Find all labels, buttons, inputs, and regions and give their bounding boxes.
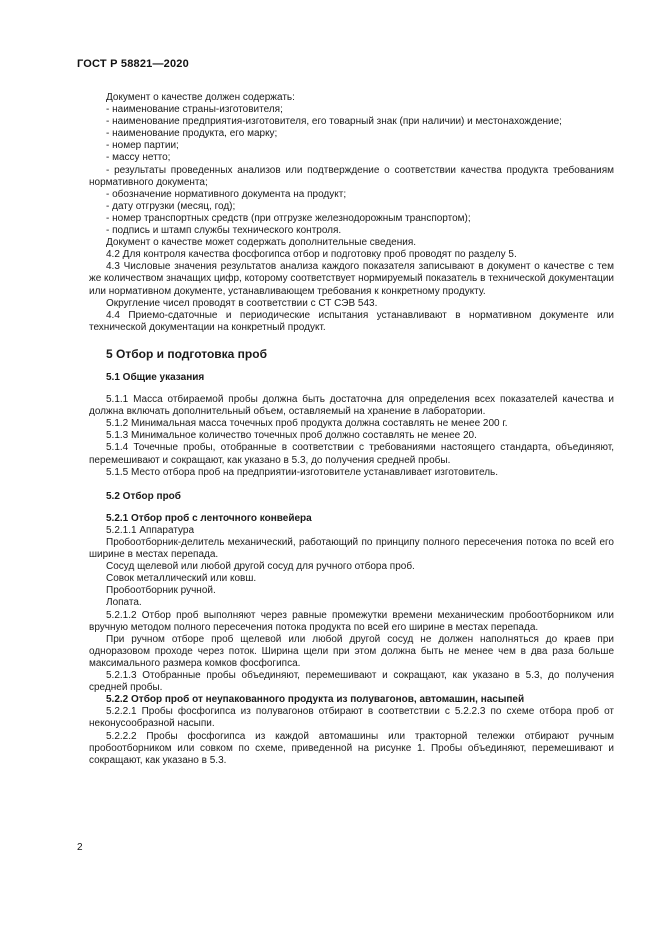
subsection-heading: 5.1 Общие указания (106, 371, 205, 383)
subsection-heading: 5.2 Отбор проб (106, 490, 181, 502)
paragraph: 5.2.1.1 Аппаратура (106, 524, 195, 536)
list-item: - подпись и штамп службы технического контроля. (106, 225, 342, 237)
paragraph: Совок металлический или ковш. (106, 573, 257, 585)
paragraph: 5.2.2.1 Пробы фосфогипса из полувагонов отбирают в соответствии с 5.2.2.3 по схеме отбора проб от неконусообразной насыпи. (89, 706, 614, 730)
document-body (89, 92, 614, 767)
paragraph: При ручном отборе проб щелевой или любой другой сосуд не должен наполняться до краев при одноразовом проходе через поток. Ширина щели при этом должна быть не менее чем в два раза больше максимального размера комков фосфогипса. (89, 633, 614, 669)
list-item: - наименование продукта, его марку; (106, 128, 278, 140)
list-item: - обозначение нормативного документа на продукт; (106, 188, 347, 200)
paragraph: 5.2.2.2 Пробы фосфогипса из каждой автомашины или тракторной тележки отбирают ручным пробоотборником или совком по схеме, приведенной на рисунке 1. Пробы объединяют, перемешивают и сокращают, как указано в 5.3. (89, 730, 614, 766)
paragraph: Лопата. (106, 597, 142, 609)
paragraph: 5.1.5 Место отбора проб на предприятии-изготовителе устанавливает изготовитель. (106, 466, 499, 478)
paragraph: 5.1.1 Масса отбираемой пробы должна быть достаточна для определения всех показателей качества и должна включать дополнительный объем, оставляемый на хранение в лаборатории. (89, 394, 614, 418)
paragraph: Пробоотборник-делитель механический, работающий по принципу полного пересечения потока по всей его ширине в местах перепада. (89, 537, 614, 561)
paragraph: Документ о качестве должен содержать: (106, 92, 295, 103)
list-item: - номер партии; (106, 140, 179, 152)
paragraph: Пробоотборник ручной. (106, 585, 216, 597)
list-item: - результаты проведенных анализов или подтверждение о соответствии качества продукта требованиям нормативного документа; (89, 164, 614, 188)
list-item: - наименование страны-изготовителя; (106, 104, 283, 116)
paragraph: 5.2.1.3 Отобранные пробы объединяют, перемешивают и сокращают, как указано в 5.3, до получения средней пробы. (89, 670, 614, 694)
clause-heading: 5.2.2 Отбор проб от неупакованного продукта из полувагонов, автомашин, насыпей (106, 694, 525, 706)
paragraph: 4.2 Для контроля качества фосфогипса отбор и подготовку проб проводят по разделу 5. (106, 249, 517, 261)
paragraph: 5.2.1.2 Отбор проб выполняют через равные промежутки времени механическим пробоотборником или вручную методом полного пересечения потока продукта по всей его ширине в местах перепада. (89, 609, 614, 633)
paragraph: 5.1.3 Минимальное количество точечных проб должно составлять не менее 20. (106, 430, 477, 442)
paragraph: 4.4 Приемо-сдаточные и периодические испытания устанавливают в нормативном документе или технической документации на конкретный продукт. (89, 309, 614, 333)
list-item: - массу нетто; (106, 152, 171, 164)
paragraph: 5.1.4 Точечные пробы, отобранные в соответствии с требованиями настоящего стандарта, объединяют, перемешивают и сокращают, как указано в 5.3, до получения средней пробы. (89, 442, 614, 466)
clause-heading: 5.2.1 Отбор проб с ленточного конвейера (106, 512, 312, 524)
list-item: - номер транспортных средств (при отгрузке железнодорожным транспортом); (106, 212, 471, 224)
paragraph: 4.3 Числовые значения результатов анализа каждого показателя записывают в документ о качестве с тем же количеством значащих цифр, которому соответствует нормируемый показатель в технической документации или нормативном документе, устанавливающем требования к конкретному продукту. (89, 261, 614, 297)
paragraph: 5.1.2 Минимальная масса точечных проб продукта должна составлять не менее 200 г. (106, 418, 508, 430)
section-heading: 5 Отбор и подготовка проб (106, 346, 268, 361)
list-item: - дату отгрузки (месяц, год); (106, 200, 236, 212)
paragraph: Документ о качестве может содержать дополнительные сведения. (106, 237, 417, 249)
list-item: - наименование предприятия-изготовителя, его товарный знак (при наличии) и местонахождение; (106, 116, 562, 128)
paragraph: Сосуд щелевой или любой другой сосуд для ручного отбора проб. (106, 561, 415, 573)
document-code-header: ГОСТ Р 58821—2020 (77, 58, 189, 70)
page-number: 2 (77, 842, 83, 853)
paragraph: Округление чисел проводят в соответствии с СТ СЭВ 543. (106, 297, 378, 309)
